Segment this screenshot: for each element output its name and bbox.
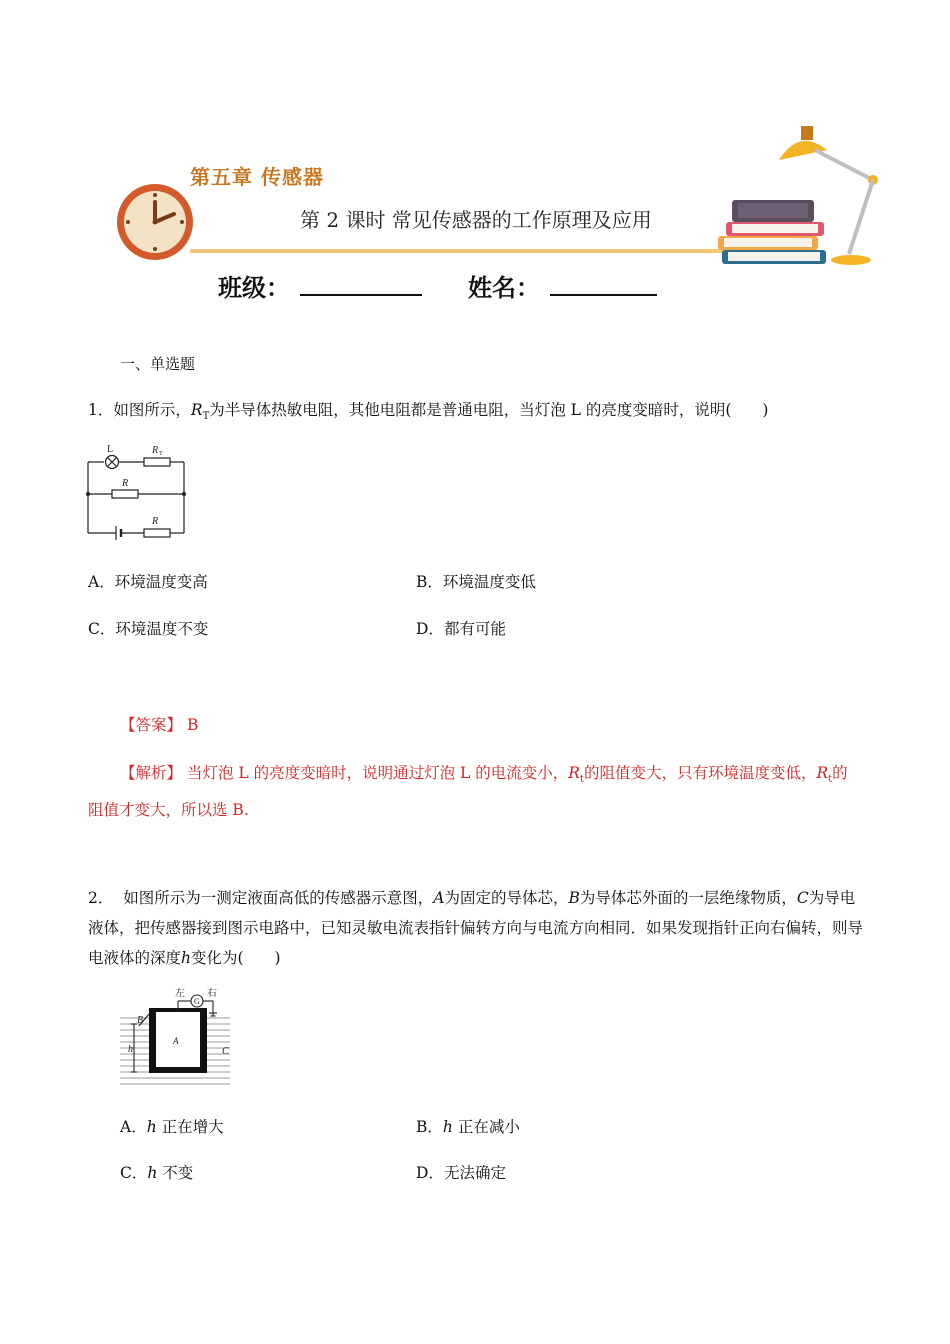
header-rule — [190, 249, 730, 253]
name-label: 姓名： — [468, 274, 540, 302]
label-left: 左 — [175, 988, 185, 999]
chapter-title: 第五章 传感器 — [190, 165, 324, 189]
q1-option-b[interactable]: B．环境温度变低 — [416, 573, 536, 591]
question-number: 1． — [88, 401, 114, 419]
question-number: 2． — [88, 889, 114, 907]
q2-option-b[interactable]: B．h 正在减小 — [416, 1118, 520, 1136]
class-label: 班级： — [218, 274, 290, 302]
label-r1: R — [122, 478, 129, 489]
label-c: C — [222, 1046, 229, 1057]
section-title: 一、单选题 — [120, 355, 196, 373]
sensor-diagram-2 — [115, 988, 240, 1093]
question-1-stem: 1．如图所示，$R_T$为半导体热敏电阻，其他电阻都是普通电阻，当灯泡 L 的亮度变暗时，说明( ) — [88, 401, 769, 423]
q1-option-d[interactable]: D．都有可能 — [416, 620, 506, 638]
class-blank[interactable] — [300, 294, 422, 296]
circuit-diagram-1 — [82, 440, 192, 545]
label-g: G — [194, 997, 200, 1006]
q1-answer: 【答案】 B — [120, 716, 199, 734]
q2-option-a[interactable]: A．h 正在增大 — [120, 1118, 224, 1136]
desk-lamp-icon — [775, 120, 885, 270]
q1-analysis: 【解析】 当灯泡 L 的亮度变暗时，说明通过灯泡 L 的电流变小，$R_t$的阻值变大，只有环境温度变低，$R_t$的阻值才变大，所以选 B. — [88, 764, 848, 820]
q1-option-a[interactable]: A．环境温度变高 — [88, 573, 208, 591]
label-rt-sub: T — [159, 451, 163, 457]
q1-option-c[interactable]: C．环境温度不变 — [88, 620, 209, 638]
label-a: A — [173, 1036, 179, 1046]
label-r2: R — [152, 516, 159, 527]
label-lamp: L — [107, 444, 114, 455]
label-b: B — [137, 1015, 144, 1026]
label-right: 右 — [207, 988, 217, 999]
name-blank[interactable] — [550, 294, 657, 296]
clock-icon — [112, 178, 198, 264]
lesson-title: 第 2 课时 常见传感器的工作原理及应用 — [300, 208, 652, 232]
q2-option-c[interactable]: C．h 不变 — [120, 1164, 194, 1182]
question-2-stem: 2． 如图所示为一测定液面高低的传感器示意图，A为固定的导体芯，B为导体芯外面的一层绝缘物质，C为导电液体，把传感器接到图示电路中，已知灵敏电流表指针偏转方向与电流方向相同．如果发现指针正向右偏转，则导电液体的深度h变化为( ) — [88, 889, 864, 967]
q2-option-d[interactable]: D．无法确定 — [416, 1164, 506, 1182]
label-h: h — [128, 1044, 133, 1055]
label-rt: R — [152, 445, 159, 456]
